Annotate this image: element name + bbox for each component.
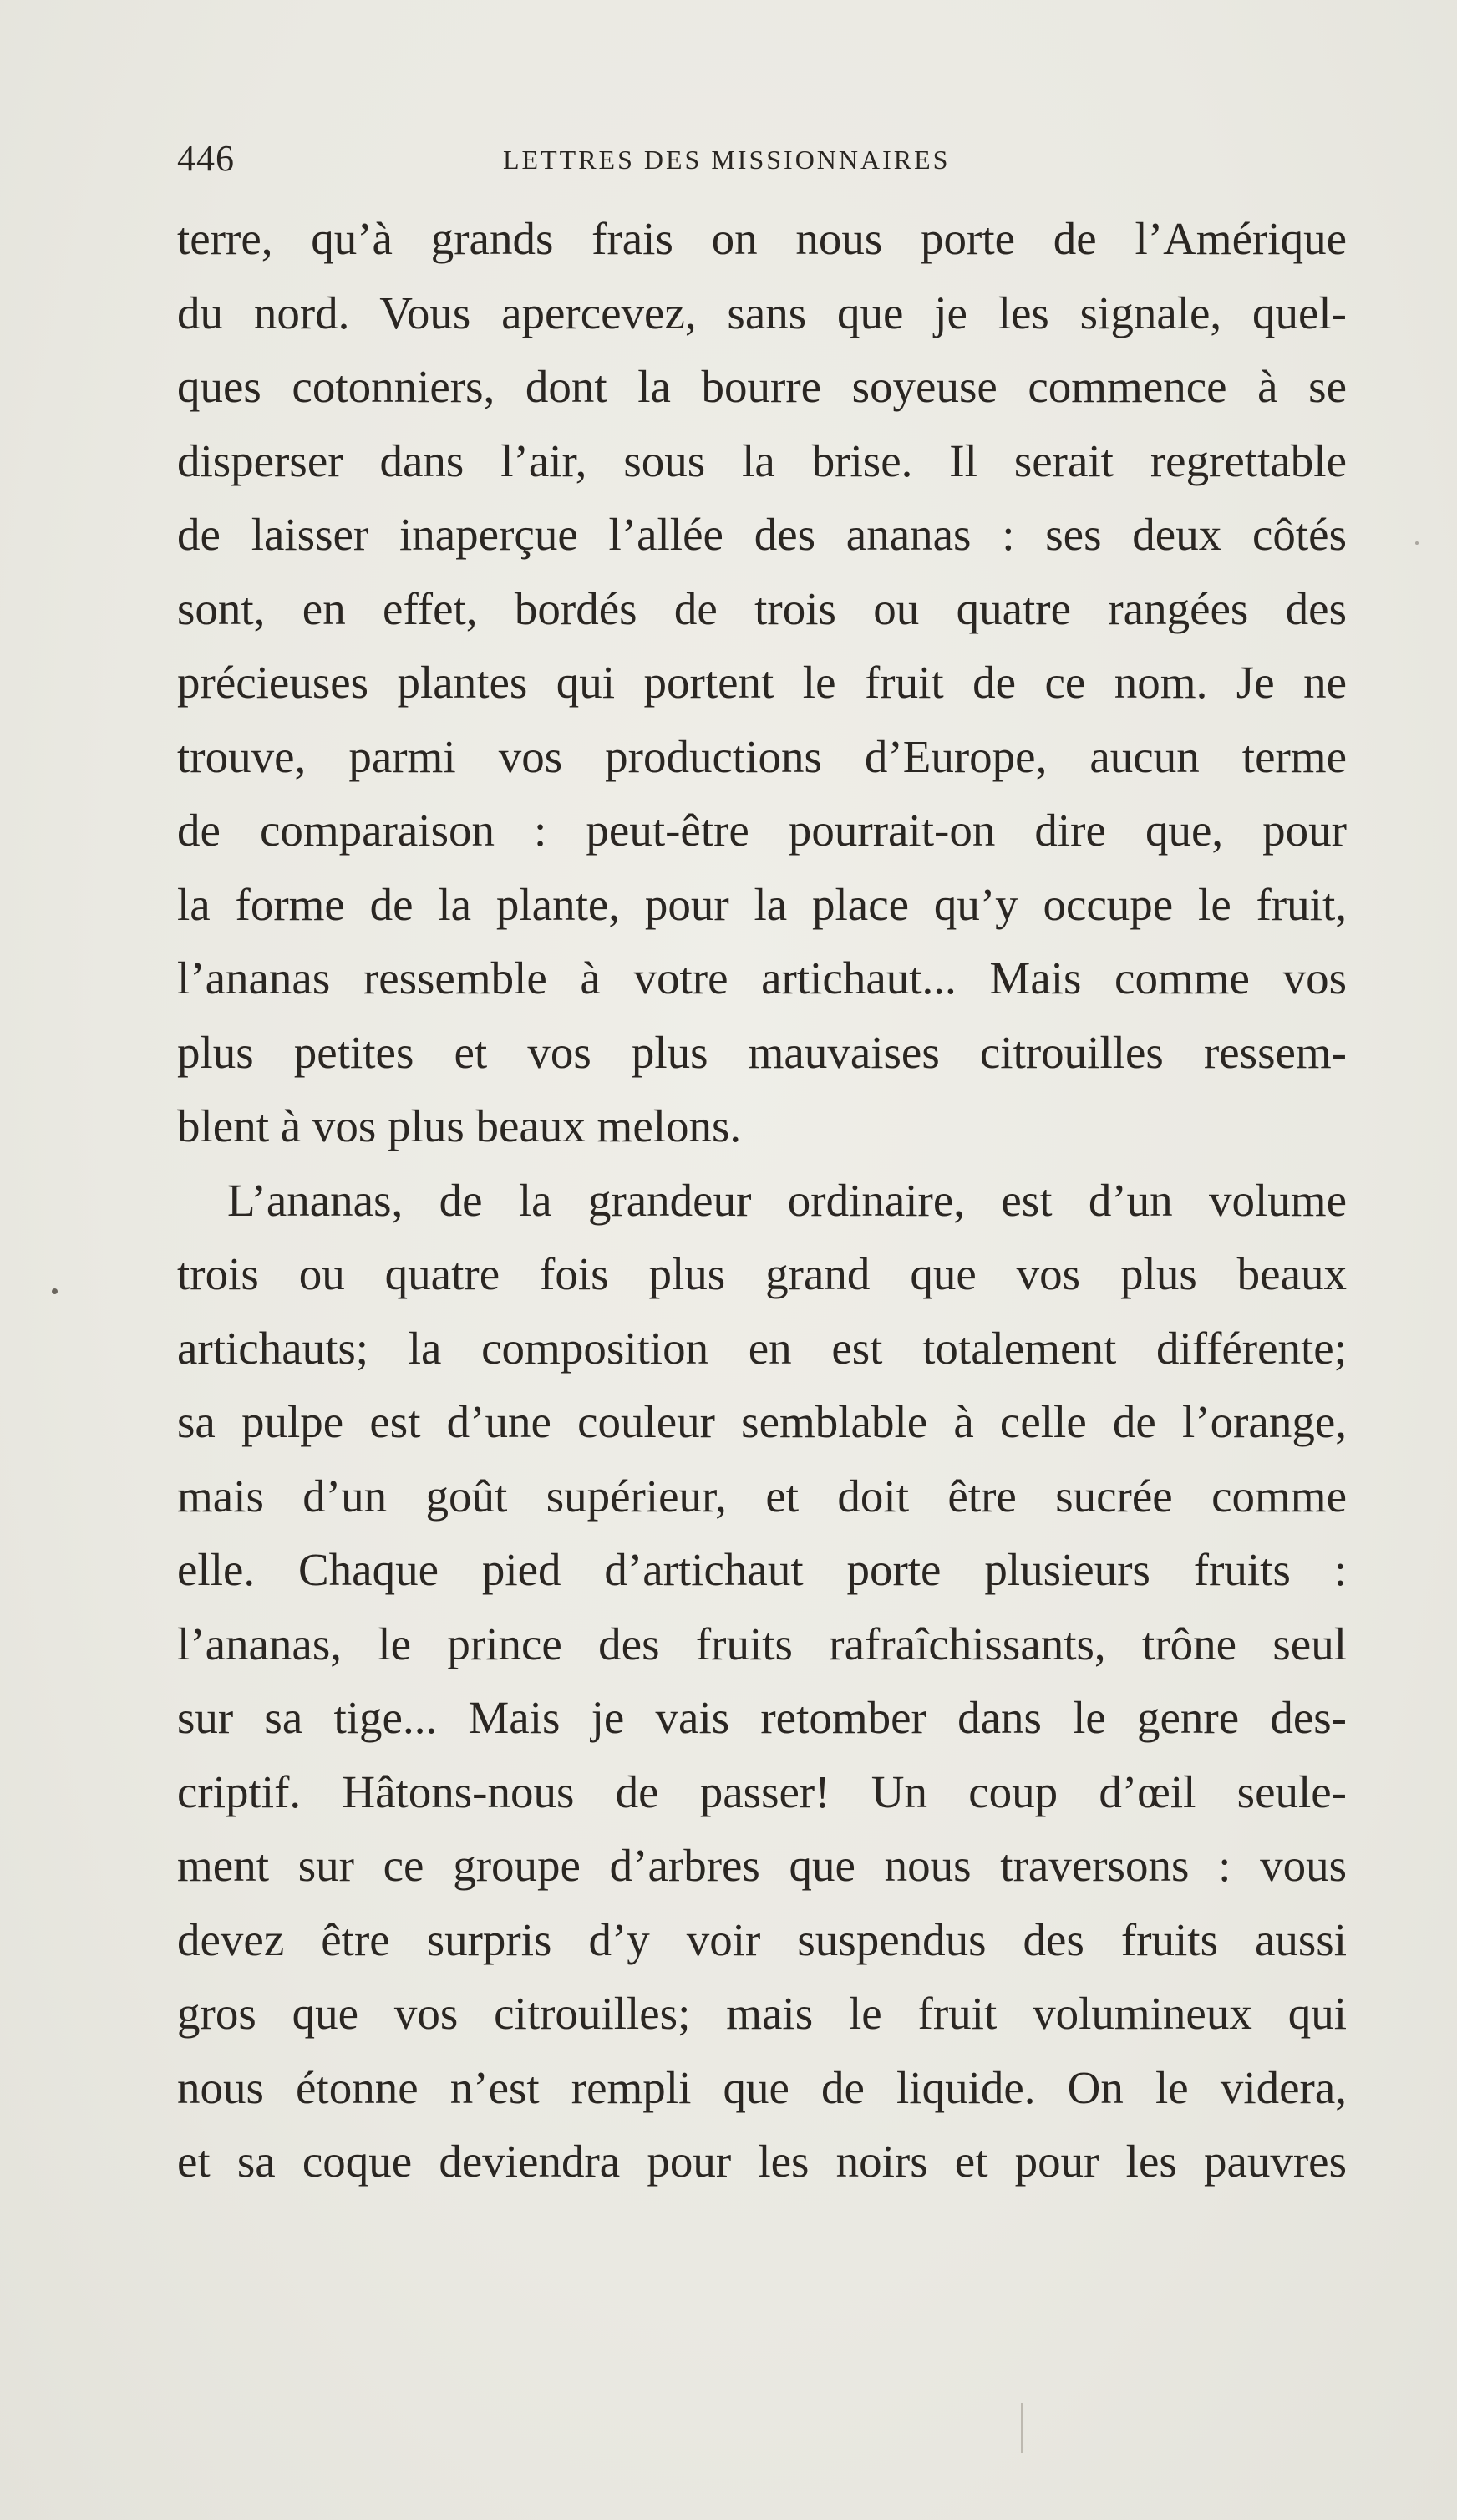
text-line: gros que vos citrouilles; mais le fruit volumineux qui <box>177 1988 1347 2039</box>
text-line: de comparaison : peut-être pourrait-on dire que, pour <box>177 805 1347 856</box>
page-number: 446 <box>177 138 235 179</box>
paragraph-end-line: blent à vos plus beaux melons. <box>177 1100 742 1151</box>
text-line: la forme de la plante, pour la place qu’y occupe le fruit, <box>177 878 1347 930</box>
text-line: plus petites et vos plus mauvaises citrouilles ressem- <box>177 1026 1347 1078</box>
text-line: du nord. Vous apercevez, sans que je les signale, quel- <box>177 287 1347 338</box>
text-line: elle. Chaque pied d’artichaut porte plusieurs fruits : <box>177 1544 1347 1595</box>
text-line: criptif. Hâtons-nous de passer! Un coup d’œil seule- <box>177 1766 1347 1817</box>
text-line: devez être surpris d’y voir suspendus des fruits aussi <box>177 1913 1347 1965</box>
paper-speck <box>52 1288 58 1294</box>
text-line: trois ou quatre fois plus grand que vos plus beaux <box>177 1248 1347 1299</box>
text-line: ment sur ce groupe d’arbres que nous traversons : vous <box>177 1840 1347 1891</box>
text-line: sur sa tige... Mais je vais retomber dans le genre des- <box>177 1692 1347 1743</box>
text-line: nous étonne n’est rempli que de liquide. On le videra, <box>177 2061 1347 2113</box>
text-line: et sa coque deviendra pour les noirs et pour les pauvres <box>177 2136 1347 2187</box>
text-line: artichauts; la composition en est totalement différente; <box>177 1322 1347 1374</box>
text-line: sont, en effet, bordés de trois ou quatre rangées des <box>177 582 1347 634</box>
paper-fiber-mark <box>1021 2403 1023 2453</box>
page-header <box>177 134 1347 184</box>
text-line: l’ananas, le prince des fruits rafraîchissants, trône seul <box>177 1618 1347 1669</box>
text-line: sa pulpe est d’une couleur semblable à celle de l’orange, <box>177 1396 1347 1447</box>
paragraph-start-line: L’ananas, de la grandeur ordinaire, est d’un volume <box>227 1174 1347 1226</box>
text-line: disperser dans l’air, sous la brise. Il serait regrettable <box>177 434 1347 486</box>
text-line: l’ananas ressemble à votre artichaut... Mais comme vos <box>177 953 1347 1003</box>
paper-speck <box>1415 541 1419 545</box>
body-text <box>177 202 1347 2199</box>
text-line: mais d’un goût supérieur, et doit être sucrée comme <box>177 1470 1347 1522</box>
text-line: ques cotonniers, dont la bourre soyeuse commence à se <box>177 361 1347 412</box>
running-title: LETTRES DES MISSIONNAIRES <box>503 145 951 175</box>
text-line: trouve, parmi vos productions d’Europe, aucun terme <box>177 730 1347 782</box>
text-line: précieuses plantes qui portent le fruit de ce nom. Je ne <box>177 657 1347 708</box>
text-line: terre, qu’à grands frais on nous porte de l’Amérique <box>177 213 1347 264</box>
text-line: de laisser inaperçue l’allée des ananas : ses deux côtés <box>177 509 1347 560</box>
